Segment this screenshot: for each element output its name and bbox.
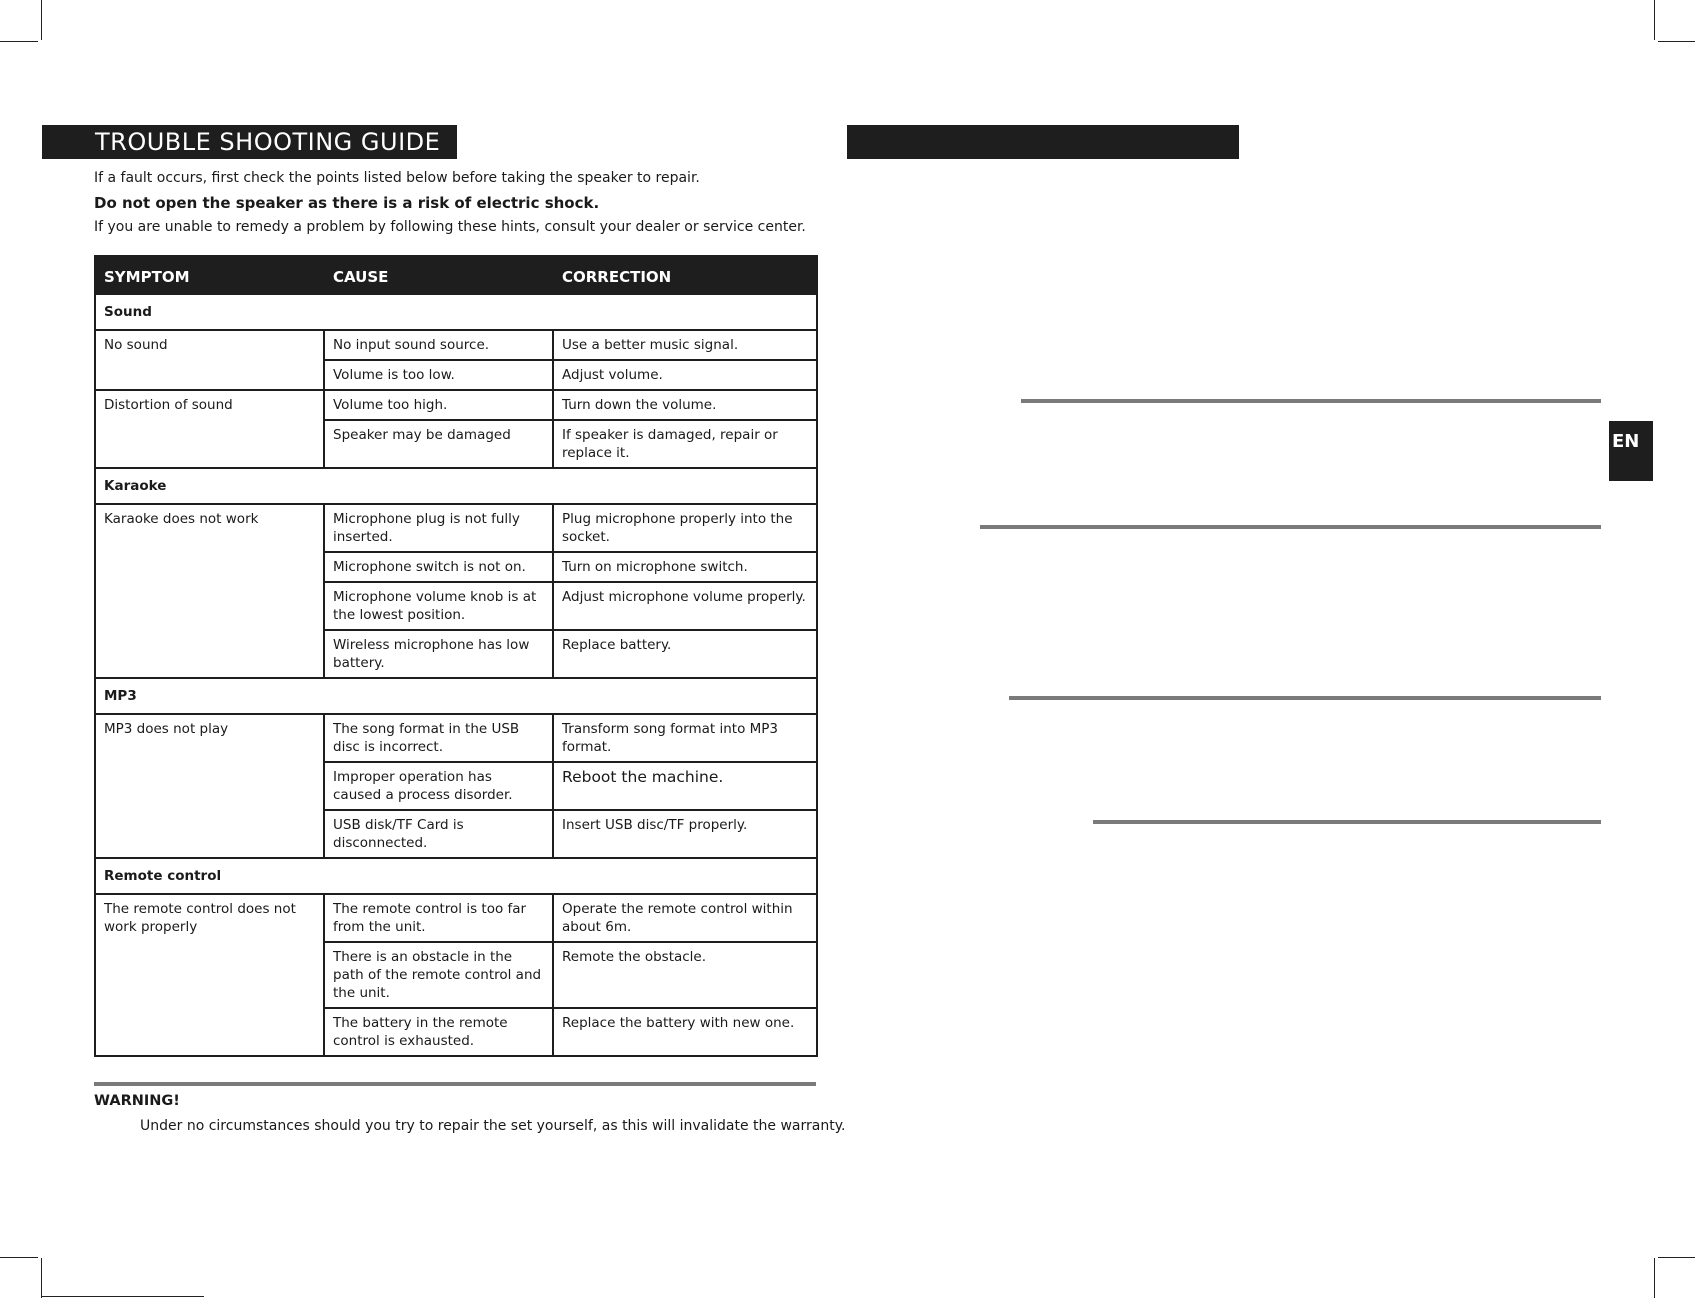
crop-mark <box>42 1296 204 1297</box>
divider-line <box>1093 820 1601 824</box>
cause-cell: Speaker may be damaged <box>324 420 553 468</box>
crop-mark <box>1654 0 1655 40</box>
cause-cell: Microphone switch is not on. <box>324 552 553 582</box>
page-title: TROUBLE SHOOTING GUIDE <box>95 128 441 156</box>
cause-cell: There is an obstacle in the path of the remote control and the unit. <box>324 942 553 1008</box>
crop-mark <box>1658 1257 1695 1258</box>
cause-cell: The song format in the USB disc is incorrect. <box>324 714 553 762</box>
cause-cell: The battery in the remote control is exhausted. <box>324 1008 553 1056</box>
cause-cell: USB disk/TF Card is disconnected. <box>324 810 553 858</box>
intro-warning-line: Do not open the speaker as there is a risk of electric shock. <box>94 194 600 212</box>
symptom-cell: MP3 does not play <box>95 714 324 858</box>
table-row <box>95 390 817 420</box>
section-label: Sound <box>95 294 817 330</box>
cause-cell: The remote control is too far from the unit. <box>324 894 553 942</box>
language-tab <box>1609 421 1653 481</box>
language-tab-label: EN <box>1612 431 1640 452</box>
section-label: MP3 <box>95 678 817 714</box>
section-row <box>95 468 817 504</box>
cause-cell: Volume too high. <box>324 390 553 420</box>
section-row <box>95 294 817 330</box>
correction-cell: Insert USB disc/TF properly. <box>553 810 817 858</box>
section-label: Remote control <box>95 858 817 894</box>
warning-text: Under no circumstances should you try to repair the set yourself, as this will invalidate the warranty. <box>140 1118 846 1134</box>
correction-cell: Adjust volume. <box>553 360 817 390</box>
warning-divider <box>94 1082 816 1086</box>
section-row <box>95 858 817 894</box>
crop-mark <box>0 41 38 42</box>
intro-line-1: If a fault occurs, first check the points listed below before taking the speaker to repair. <box>94 170 700 186</box>
right-title-bar <box>847 125 1239 159</box>
cause-cell: Microphone volume knob is at the lowest position. <box>324 582 553 630</box>
crop-mark <box>1658 41 1695 42</box>
intro-line-3: If you are unable to remedy a problem by following these hints, consult your dealer or service center. <box>94 219 806 235</box>
cause-cell: No input sound source. <box>324 330 553 360</box>
correction-cell: Replace the battery with new one. <box>553 1008 817 1056</box>
crop-mark <box>0 1257 38 1258</box>
header-correction: CORRECTION <box>553 256 817 294</box>
correction-cell: Adjust microphone volume properly. <box>553 582 817 630</box>
correction-cell: If speaker is damaged, repair or replace it. <box>553 420 817 468</box>
troubleshooting-table <box>94 255 818 1057</box>
header-cause: CAUSE <box>324 256 553 294</box>
symptom-cell: No sound <box>95 330 324 390</box>
warning-title: WARNING! <box>94 1093 180 1109</box>
correction-cell: Turn down the volume. <box>553 390 817 420</box>
section-title-bar <box>42 125 457 159</box>
correction-cell: Reboot the machine. <box>553 762 817 810</box>
section-row <box>95 678 817 714</box>
table-row <box>95 894 817 942</box>
table-row <box>95 714 817 762</box>
correction-cell: Turn on microphone switch. <box>553 552 817 582</box>
symptom-cell: Distortion of sound <box>95 390 324 468</box>
correction-cell: Plug microphone properly into the socket. <box>553 504 817 552</box>
correction-cell: Replace battery. <box>553 630 817 678</box>
header-symptom: SYMPTOM <box>95 256 324 294</box>
section-label: Karaoke <box>95 468 817 504</box>
crop-mark <box>41 0 42 40</box>
correction-cell: Operate the remote control within about 6m. <box>553 894 817 942</box>
cause-cell: Microphone plug is not fully inserted. <box>324 504 553 552</box>
symptom-cell: The remote control does not work properly <box>95 894 324 1056</box>
correction-cell: Remote the obstacle. <box>553 942 817 1008</box>
divider-line <box>1021 399 1601 403</box>
table-row <box>95 330 817 360</box>
table-row <box>95 504 817 552</box>
table-header-row <box>95 256 817 294</box>
correction-cell: Transform song format into MP3 format. <box>553 714 817 762</box>
cause-cell: Wireless microphone has low battery. <box>324 630 553 678</box>
crop-mark <box>41 1258 42 1298</box>
symptom-cell: Karaoke does not work <box>95 504 324 678</box>
cause-cell: Volume is too low. <box>324 360 553 390</box>
crop-mark <box>1654 1258 1655 1298</box>
divider-line <box>980 525 1601 529</box>
cause-cell: Improper operation has caused a process disorder. <box>324 762 553 810</box>
correction-cell: Use a better music signal. <box>553 330 817 360</box>
divider-line <box>1009 696 1601 700</box>
